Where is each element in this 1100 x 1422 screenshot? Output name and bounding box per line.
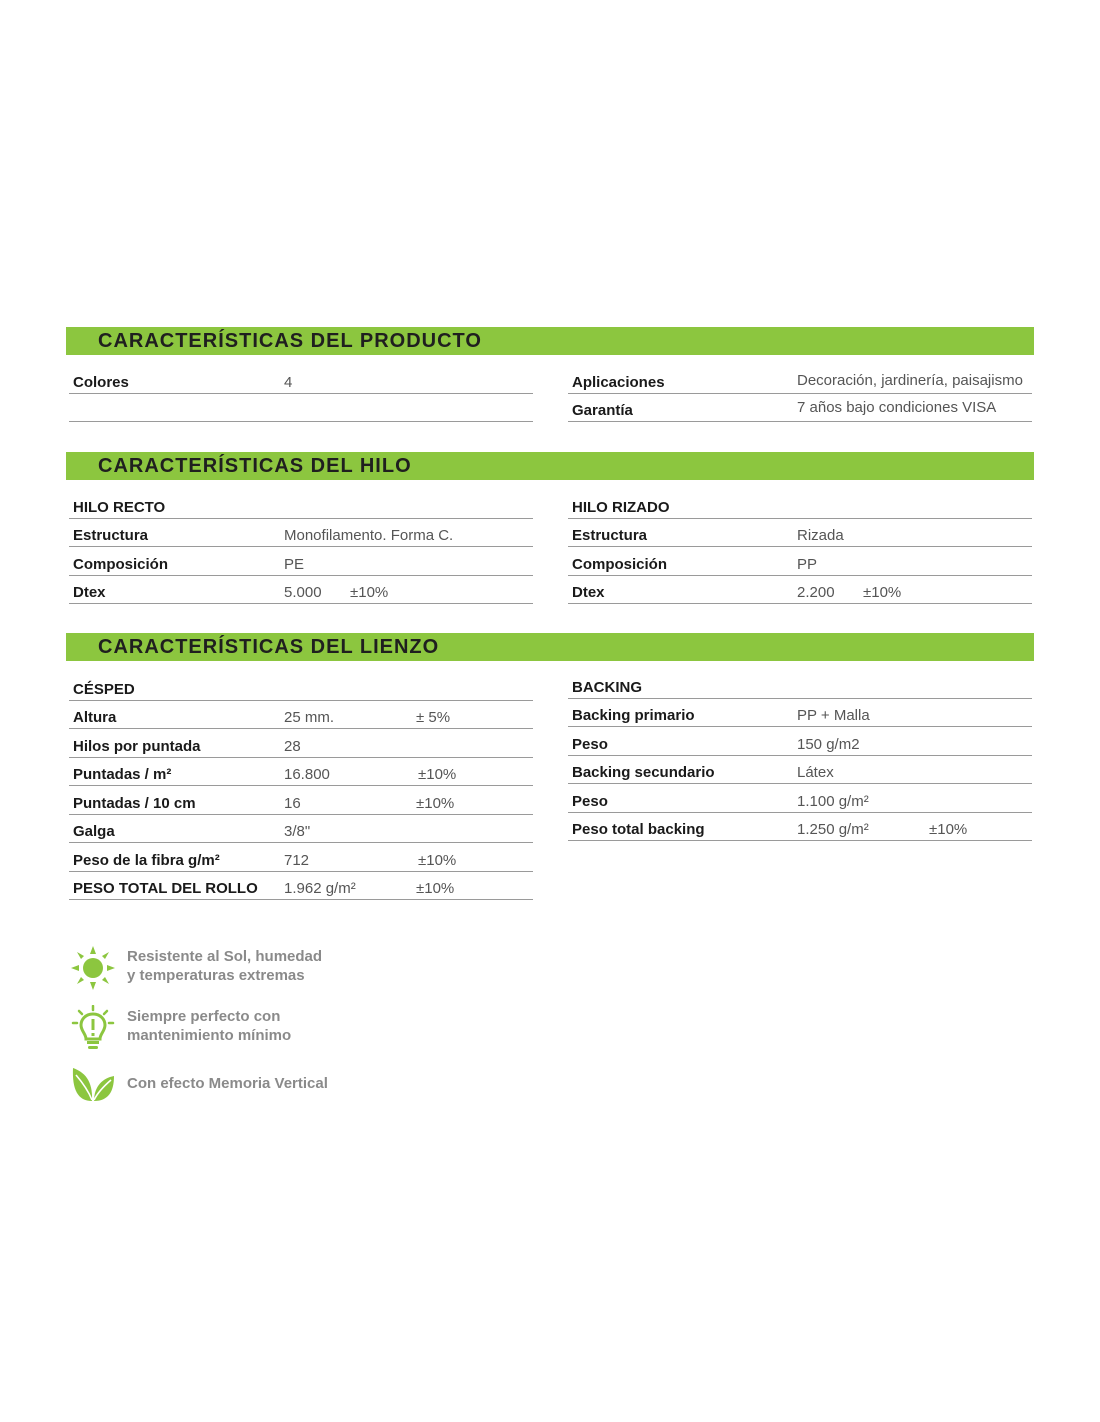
leaf-icon [70,1066,116,1112]
table-row [69,519,533,548]
row-label: Colores [73,373,129,391]
feature-sun [70,945,470,991]
table-row [69,547,533,576]
row-tolerance: ±10% [929,821,968,838]
lightbulb-icon [70,1005,116,1051]
hilo-recto-table [69,490,533,604]
feature-maintenance [70,1005,470,1051]
product-right-table [568,365,1032,422]
section-header-hilo [66,452,1034,480]
row-label: Dtex [572,584,605,601]
row-label: Altura [73,709,117,726]
row-tolerance: ±10% [416,880,455,897]
table-row [568,394,1032,423]
table-row [568,756,1032,785]
row-tolerance: ±10% [418,851,457,869]
section-title: CARACTERÍSTICAS DEL PRODUCTO [98,330,482,352]
row-tolerance: ±10% [350,584,389,601]
section-header-producto [66,327,1034,355]
backing-table [568,670,1032,841]
row-value: Látex [797,764,834,781]
subheading: BACKING [572,678,642,696]
feature-memory [70,1066,470,1112]
table-row [69,576,533,605]
row-label: Peso [572,735,608,753]
feature-text [127,1074,328,1093]
row-tolerance: ± 5% [416,709,451,726]
row-value: 150 g/m2 [797,735,860,753]
row-label: Garantía [572,402,633,419]
section-title: CARACTERÍSTICAS DEL LIENZO [98,636,440,658]
feature-text [127,1007,291,1045]
row-value: 5.000 [284,584,322,601]
row-tolerance: ±10% [416,794,455,812]
feature-line: mantenimiento mínimo [127,1027,292,1044]
row-value: Monofilamento. Forma C. [284,527,454,544]
sun-icon [70,945,116,991]
row-label: Dtex [73,584,106,601]
row-label: Peso de la fibra g/m² [73,851,220,869]
table-row [568,784,1032,813]
row-label: Backing primario [572,707,695,724]
row-value: 28 [284,737,301,755]
section-title: CARACTERÍSTICAS DEL HILO [98,455,412,477]
table-row [69,843,533,872]
product-left-table [69,365,533,422]
subheading-row [69,672,533,701]
row-label: Peso total backing [572,821,705,838]
row-label: Puntadas / 10 cm [73,794,196,812]
table-row [568,576,1032,605]
table-row [568,699,1032,728]
table-row [568,519,1032,548]
row-label: PESO TOTAL DEL ROLLO [73,880,258,897]
row-tolerance: ±10% [863,584,902,601]
hilo-rizado-table [568,490,1032,604]
table-row [568,813,1032,842]
table-row [568,365,1032,394]
subheading-row [69,490,533,519]
row-value: 16 [284,794,301,812]
row-value: 7 años bajo condiciones VISA [797,399,997,416]
row-value: 25 mm. [284,709,335,726]
table-row [568,547,1032,576]
row-label: Hilos por puntada [73,737,201,755]
table-row [69,701,533,730]
row-value: 3/8" [284,823,311,840]
row-value: 712 [284,851,310,869]
table-row [69,729,533,758]
row-value: 4 [284,373,293,391]
subheading: HILO RECTO [73,498,166,516]
row-label: Galga [73,823,115,840]
table-row [69,786,533,815]
feature-line: Siempre perfecto con [127,1008,281,1025]
subheading-row [568,670,1032,699]
row-value: 1.100 g/m² [797,792,869,810]
table-row [69,394,533,423]
row-value: PP + Malla [797,707,870,724]
row-value: Decoración, jardinería, paisajismo [797,371,1023,389]
subheading: CÉSPED [73,680,135,698]
row-label: Peso [572,792,608,810]
row-label: Composición [73,555,169,573]
row-tolerance: ±10% [418,766,457,783]
row-label: Backing secundario [572,764,715,781]
table-row [568,727,1032,756]
subheading: HILO RIZADO [572,498,670,516]
row-value: 1.250 g/m² [797,821,869,838]
feature-text [127,947,322,985]
table-row [69,365,533,394]
cesped-table [69,672,533,900]
row-value: 16.800 [284,766,330,783]
table-row [69,872,533,901]
row-value: PE [284,555,305,573]
row-value: PP [797,555,818,573]
row-label: Estructura [572,527,648,544]
feature-line: Con efecto Memoria Vertical [127,1075,328,1092]
row-value: 2.200 [797,584,835,601]
row-value: Rizada [797,527,844,544]
section-header-lienzo [66,633,1034,661]
feature-line: Resistente al Sol, humedad [127,948,323,965]
table-row [69,758,533,787]
row-label: Estructura [73,527,149,544]
row-label: Composición [572,555,668,573]
subheading-row [568,490,1032,519]
row-label: Puntadas / m² [73,766,172,783]
row-label: Aplicaciones [572,373,665,391]
feature-line: y temperaturas extremas [127,967,305,984]
table-row [69,815,533,844]
row-value: 1.962 g/m² [284,880,356,897]
